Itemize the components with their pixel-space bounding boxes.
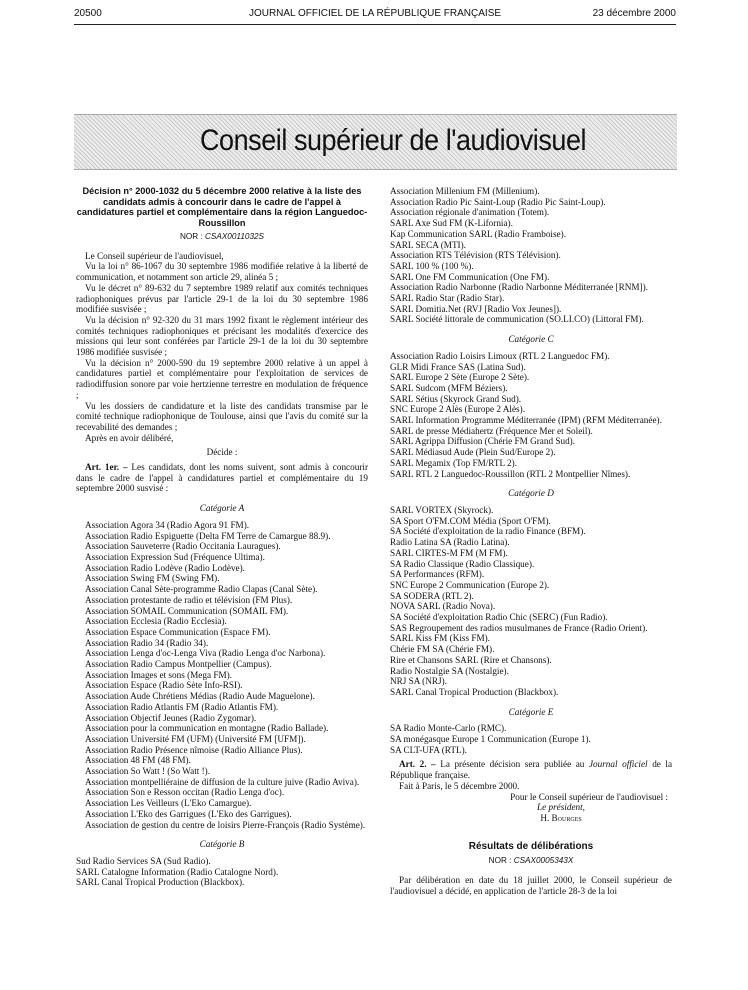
list-item: Association Swing FM (Swing FM). (85, 573, 220, 584)
list-item: Association Millenium FM (Millenium). (390, 186, 540, 196)
section-banner (74, 114, 677, 170)
list-item: Association RTS Télévision (RTS Télévision). (390, 250, 561, 261)
list-item: Association pour la communication en montagne (Radio Ballade). (85, 723, 329, 734)
category-e-list (390, 723, 672, 755)
preamble-paragraph: Vu la loi n° 86-1067 du 30 septembre 1986 modifiée relative à la liberté de communication, et notamment son article 29, alinéa 5 ; (76, 261, 368, 283)
issue-date: 23 décembre 2000 (592, 8, 676, 19)
list-item: SA Radio Classique (Radio Classique). (390, 558, 535, 569)
category-b-list-part-1 (76, 856, 368, 888)
decision-nor (76, 232, 368, 243)
list-item: Association Lenga d'oc-Lenga Viva (Radio Lenga d'oc Narbona). (85, 648, 326, 659)
list-item: Chérie FM SA (Chérie FM). (390, 644, 495, 655)
list-item: Association Son e Resson occitan (Radio Lenga d'oc). (85, 787, 285, 798)
category-c-list (390, 351, 672, 479)
list-item: SARL Radio Star (Radio Star). (390, 293, 505, 304)
article-2-journal-ref: Journal officiel (588, 759, 648, 770)
list-item: SARL VORTEX (Skyrock). (390, 504, 494, 515)
preamble-paragraph: Vu les dossiers de candidature et la liste des candidats transmise par le comité technique radiophonique de Toulouse, ainsi que l'avis du comité sur la recevabilité des demandes ; (76, 400, 368, 432)
nor-code: CSAX0011032S (205, 232, 265, 241)
header-rule (74, 24, 676, 25)
right-column (390, 186, 672, 896)
list-item: Association Radio Loisirs Limoux (RTL 2 Languedoc FM). (390, 350, 610, 361)
list-item: Association Ecclesia (Radio Ecclesia). (85, 616, 227, 627)
list-item: Association Canal Sète-programme Radio Clapas (Canal Sète). (85, 584, 318, 595)
list-item: SARL Société littorale de communication (SO.LI.CO) (Littoral FM). (390, 314, 644, 325)
decision-preamble (76, 251, 368, 444)
category-b-list-part-2 (390, 186, 672, 325)
list-item: Association Radio Lodève (Radio Lodève). (85, 562, 245, 573)
results-text: Par délibération en date du 18 juillet 2000, le Conseil supérieur de l'audiovisuel a décidé, en application de l'article 28-3 de la loi (390, 875, 672, 896)
list-item: SARL CIRTES-M FM (M FM). (390, 547, 508, 558)
list-item: Kap Communication SARL (Radio Framboise). (390, 228, 566, 239)
list-item: Association Agora 34 (Radio Agora 91 FM). (85, 519, 250, 530)
signature-name: H. Bourges (540, 812, 582, 823)
list-item: Association Les Veilleurs (L'Eko Camargue). (85, 798, 252, 809)
article-1 (76, 462, 368, 494)
list-item: SARL Sétius (Skyrock Grand Sud). (390, 393, 522, 404)
preamble-paragraph: Vu la décision n° 92-320 du 31 mars 1992 fixant le règlement intérieur des comités techniques radiophoniques et précisant les modalités d'exercice des missions qui leur sont conférées par l'article 29-1 de la loi du 30 septembre 1986 modifiée susvisée ; (76, 314, 368, 358)
list-item: Association Radio Pic Saint-Loup (Radio Pic Saint-Loup). (390, 196, 606, 207)
list-item: SARL Axe Sud FM (K-Lifornia). (390, 218, 513, 229)
list-item: GLR Midi France SAS (Latina Sud). (390, 361, 526, 372)
closing-place-date: Fait à Paris, le 5 décembre 2000. (399, 780, 520, 791)
signature-intro: Pour le Conseil supérieur de l'audiovisuel : (510, 791, 668, 802)
page-header (74, 8, 676, 22)
list-item: SARL One FM Communication (One FM). (390, 271, 550, 282)
list-item: SNC Europe 2 Communication (Europe 2). (390, 579, 550, 590)
decision-title: Décision n° 2000-1032 du 5 décembre 2000 relative à la liste des candidats admis à concourir dans le cadre de l'appel à candidatures partiel et complémentaire dans la région Languedoc-Roussillon (76, 186, 368, 228)
results-nor-code: CSAX0005343X (513, 856, 574, 866)
list-item: SA Sport O'FM.COM Média (Sport O'FM). (390, 515, 551, 526)
list-item: Association 48 FM (48 FM). (85, 755, 191, 766)
list-item: Association Espace Communication (Espace FM). (85, 626, 271, 637)
page-number: 20500 (74, 8, 102, 19)
list-item: Association de gestion du centre de loisirs Pierre-François (Radio Système). (85, 819, 366, 830)
signature-role: Le président, (537, 802, 585, 813)
list-item: SARL Domitia.Net (RVJ [Radio Vox Jeunes]). (390, 303, 562, 314)
category-d-list (390, 505, 672, 698)
journal-title: JOURNAL OFFICIEL DE LA RÉPUBLIQUE FRANÇAISE (248, 8, 502, 19)
list-item: SA Société d'exploitation de la radio Finance (BFM). (390, 526, 586, 537)
results-nor (390, 856, 672, 867)
list-item: Association protestante de radio et télévision (FM Plus). (85, 594, 293, 605)
preamble-paragraph: Vu la décision n° 2000-590 du 19 septembre 2000 relative à un appel à candidatures partiel et complémentaire pour l'exploitation de services de radiodiffusion sonore par voie hertzienne terrestre en modulation de fréquence ; (76, 357, 368, 400)
list-item: SA monégasque Europe 1 Communication (Europe 1). (390, 734, 591, 745)
list-item: Association Aude Chrétiens Médias (Radio Aude Maguelone). (85, 691, 315, 702)
list-item: SA Performances (RFM). (390, 569, 485, 580)
list-item: SARL de presse Médiahertz (Fréquence Mer et Soleil). (390, 425, 593, 436)
list-item: Association régionale d'animation (Totem). (390, 207, 550, 218)
list-item: SARL Médiasud Aude (Plein Sud/Europe 2). (390, 447, 556, 458)
list-item: SARL Catalogne Information (Radio Catalogne Nord). (76, 866, 279, 877)
list-item: Association Radio Présence nîmoise (Radio Alliance Plus). (85, 744, 303, 755)
list-item: Association Radio Campus Montpellier (Campus). (85, 659, 272, 670)
list-item: SARL Canal Tropical Production (Blackbox). (76, 877, 245, 888)
list-item: Sud Radio Services SA (Sud Radio). (76, 855, 211, 866)
list-item: SARL Europe 2 Sète (Europe 2 Sète). (390, 372, 530, 383)
list-item: SARL Information Programme Méditerranée (IPM) (RFM Méditerranée). (390, 415, 662, 426)
nor-label: NOR : (179, 232, 203, 241)
list-item: Association Radio Espiguette (Delta FM Terre de Camargue 88.9). (85, 530, 331, 541)
list-item: SARL RTL 2 Languedoc-Roussillon (RTL 2 Montpellier Nîmes). (390, 468, 631, 479)
list-item: Association Radio Atlantis FM (Radio Atlantis FM). (85, 701, 279, 712)
list-item: Association Images et sons (Mega FM). (85, 669, 232, 680)
results-nor-label: NOR : (488, 856, 512, 866)
category-b-title: Catégorie B (199, 839, 245, 850)
article-1-label: Art. 1er. – (85, 462, 128, 473)
article-2-label: Art. 2. – (399, 759, 436, 770)
list-item: SA Radio Monte-Carlo (RMC). (390, 723, 507, 734)
list-item: NRJ SA (NRJ). (390, 676, 447, 687)
category-d-title: Catégorie D (508, 488, 554, 499)
list-item: SARL SECA (MTI). (390, 239, 466, 250)
list-item: Association Université FM (UFM) (Université FM [UFM]). (85, 733, 306, 744)
category-a-title: Catégorie A (199, 503, 245, 514)
list-item: SA CLT-UFA (RTL). (390, 744, 467, 755)
list-item: Association So Watt ! (So Watt !). (85, 766, 211, 777)
preamble-paragraph: Vu le décret n° 89-632 du 7 septembre 1989 relatif aux comités techniques radiophoniques prévus par l'article 29-1 de la loi du 30 septembre 1986 modifiée susvisée ; (76, 282, 368, 315)
list-item: Association Espace (Radio Sète Info-RSI). (85, 680, 243, 691)
list-item: SARL Kiss FM (Kiss FM). (390, 633, 490, 644)
list-item: Association Objectif Jeunes (Radio Zygomar). (85, 712, 257, 723)
left-column (76, 186, 368, 888)
list-item: SAS Regroupement des radios musulmanes de France (Radio Orient). (390, 622, 648, 633)
results-title: Résultats de délibérations (468, 840, 594, 852)
list-item: Association Expression Sud (Fréquence Ultima). (85, 551, 265, 562)
article-2-text-end: de la République française. (390, 759, 673, 781)
list-item: Association Radio 34 (Radio 34). (85, 637, 209, 648)
article-1-text: Les candidats, dont les noms suivent, sont admis à concourir dans le cadre de l'appel à candidatures partiel et complémentaire du 19 septembre 2000 susvisé : (76, 462, 368, 494)
list-item: SARL 100 % (100 %). (390, 260, 474, 271)
list-item: SARL Megamix (Top FM/RTL 2). (390, 457, 517, 468)
list-item: SARL Canal Tropical Production (Blackbox). (390, 686, 559, 697)
article-2-text: La présente décision sera publiée au (440, 759, 585, 770)
list-item: Association Radio Narbonne (Radio Narbonne Méditerranée [RNM]). (390, 282, 648, 293)
list-item: Association L'Eko des Garrigues (L'Eko des Garrigues). (85, 808, 292, 819)
list-item: Association Sauveterre (Radio Occitania Lauragues). (85, 541, 281, 552)
category-c-title: Catégorie C (508, 334, 554, 345)
category-a-list (76, 520, 368, 830)
list-item: Radio Nostalgie SA (Nostalgie). (390, 665, 509, 676)
decide-heading: Décide : (206, 447, 238, 458)
list-item: Association montpelliéraine de diffusion de la culture juive (Radio Aviva). (85, 776, 360, 787)
category-e-title: Catégorie E (508, 706, 554, 717)
article-2 (390, 759, 672, 780)
list-item: SARL Sudcom (MFM Béziers). (390, 382, 508, 393)
preamble-paragraph: Le Conseil supérieur de l'audiovisuel, (85, 250, 224, 261)
list-item: Radio Latina SA (Radio Latina). (390, 537, 510, 548)
section-title: Conseil supérieur de l'audiovisuel (200, 124, 587, 157)
list-item: SA Société d'exploitation Radio Chic (SERC) (Fun Radio). (390, 612, 608, 623)
preamble-paragraph: Après en avoir délibéré, (85, 432, 174, 443)
list-item: SNC Europe 2 Alès (Europe 2 Alès). (390, 404, 525, 415)
list-item: Rire et Chansons SARL (Rire et Chansons). (390, 654, 552, 665)
list-item: SA SODERA (RTL 2). (390, 590, 474, 601)
list-item: Association SOMAIL Communication (SOMAIL FM). (85, 605, 289, 616)
list-item: NOVA SARL (Radio Nova). (390, 601, 496, 612)
list-item: SARL Agrippa Diffusion (Chérie FM Grand Sud). (390, 436, 576, 447)
